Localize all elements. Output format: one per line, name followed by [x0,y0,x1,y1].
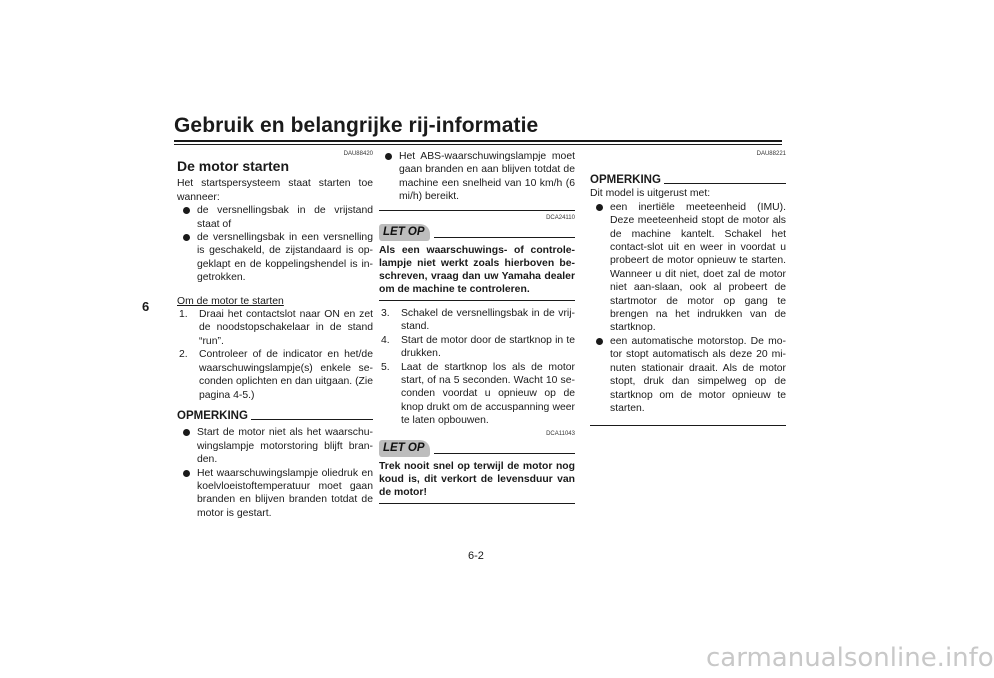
intro-text: Het startspersysteem staat starten toe wanneer: [177,178,373,203]
list-item: Het ABS-waarschuwingslampje moet gaan branden en aan blijven totdat de machine een snelheid van 10 km/h (6 mi/h) bereikt. [379,150,575,204]
caution-badge: LET OP [379,440,430,457]
intro-text: Dit model is uitgerust met: [590,188,711,200]
header-rule-thin [174,144,782,145]
caution-badge: LET OP [379,224,430,241]
divider [379,503,575,504]
caution-text: Trek nooit snel op terwijl de motor nog koud is, dit verkort de levensduur van de motor! [379,461,575,499]
list-item: 1. Draai het contactslot naar ON en zet de noodstopschakelaar in de stand “run”. [179,309,373,347]
page-number: 6-2 [468,550,484,562]
bullet-icon [596,338,603,345]
bullet-icon [183,429,190,436]
note-list [590,201,786,416]
header-rule [174,140,782,142]
list-item: 3. Schakel de versnellingsbak in de vrij-stand. [381,308,575,333]
note-list [177,426,373,520]
bullet-icon [596,204,603,211]
list-item: Start de motor niet als het waarschu-wingslampje motorstoring blijft bran-den. [177,426,373,466]
chapter-number: 6 [142,299,150,314]
note-heading: OPMERKING [177,410,373,423]
list-item: Het waarschuwingslampje oliedruk en koelvloeistoftemperatuur moet gaan branden en blijven branden totdat de motor is gestart. [177,467,373,521]
divider [590,425,786,426]
subheading: Om de motor te starten [177,295,284,307]
section-code: DAU88420 [343,151,373,157]
conditions-list [177,204,373,284]
steps-list [379,307,575,428]
section-heading: De motor starten [177,158,290,174]
caution-heading [379,224,575,241]
page-header-title: Gebruik en belangrijke rij-informatie [174,114,539,137]
note-heading: OPMERKING [590,174,786,187]
list-item: 5. Laat de startknop los als de motor start, of na 5 seconden. Wacht 10 se-conden voordat u opnieuw op de knop drukt om de accuspanning weer te laten opbouwen. [381,361,575,427]
bullet-icon [183,470,190,477]
column-3 [590,150,786,426]
list-item: een inertiële meeteenheid (IMU). Deze meeteenheid stopt de motor als de machine kantelt. Schakel het contact-slot uit en weer in voordat u probeert de motor opnieuw te starten. Wanneer u dit niet, doet zal de motor niet aan-slaan, ook al probeert de startmotor de motor op gang te brengen na het indrukken van de startknop. [590,201,786,335]
caution-text: Als een waarschuwings- of controle-lampje niet werkt zoals hierboven be-schreven, vraag dan uw Yamaha dealer om de machine te controleren. [379,245,575,296]
abs-note-list [379,150,575,204]
caution-code: DCA11043 [546,430,575,437]
steps-list [177,308,373,402]
list-item: een automatische motorstop. De mo-tor stopt automatisch als deze 20 mi-nuten stationair draait. Als de motor stopt, druk dan simpelweg op de startknop om de motor opnieuw te starten. [590,335,786,415]
list-item: de versnellingsbak in de vrijstand staat of [177,204,373,231]
list-item: de versnellingsbak in een versnelling is geschakeld, de zijstandaard is op-geklapt en de koppelingshendel is in-getrokken. [177,231,373,285]
list-item: 2. Controleer of de indicator en het/de waarschuwingslampje(s) enkele se-conden oplichten en dan uitgaan. (Zie pagina 4-5.) [179,349,373,401]
divider [379,300,575,301]
column-2 [379,150,575,508]
watermark: carmanualsonline.info [706,643,994,673]
bullet-icon [183,207,190,214]
list-item: 4. Start de motor door de startknop in te drukken. [381,334,575,360]
bullet-icon [385,153,392,160]
caution-code: DCA24110 [546,214,575,221]
caution-heading [379,440,575,457]
column-1 [177,150,373,520]
bullet-icon [183,234,190,241]
divider [379,210,575,211]
section-code: DAU88221 [756,151,786,157]
